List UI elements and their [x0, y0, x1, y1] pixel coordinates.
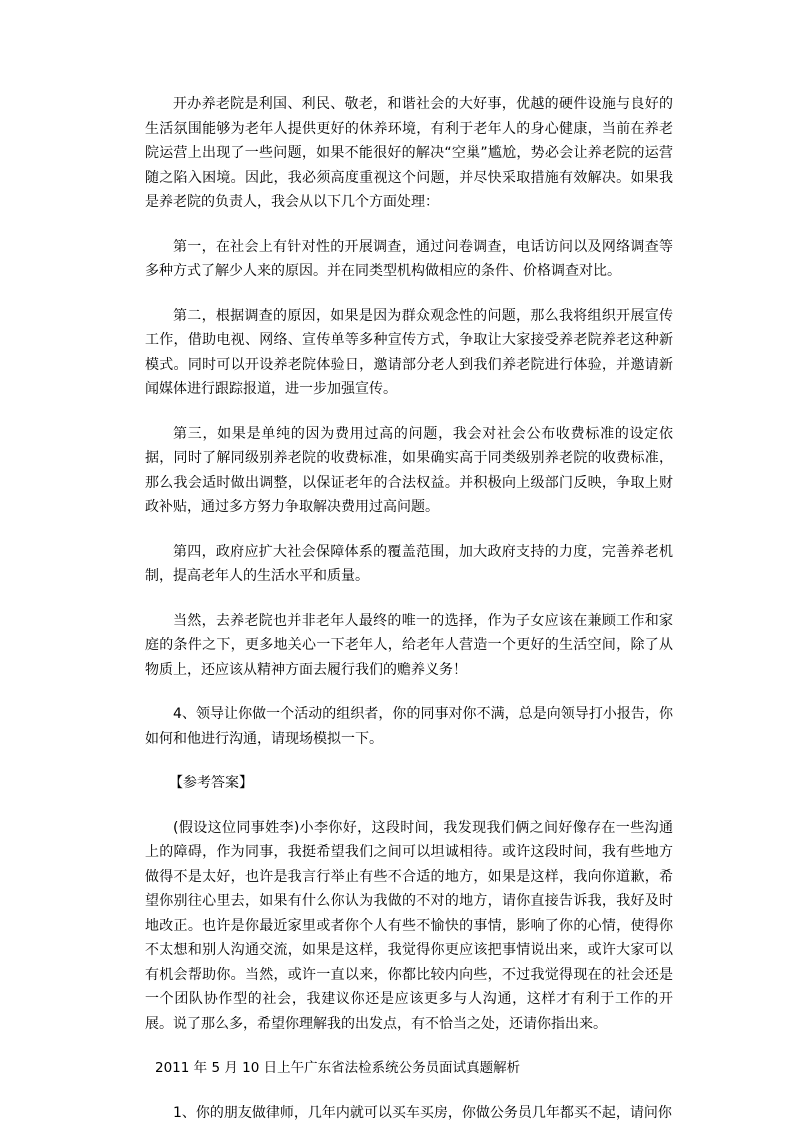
paragraph-fourth-point: 第四，政府应扩大社会保障体系的覆盖范围，加大政府支持的力度，完善养老机制，提高老年人的生活水平和质量。 [145, 543, 673, 584]
section-title: 2011 年 5 月 10 日上午广东省法检系统公务员面试真题解析 [155, 1060, 521, 1076]
paragraph-answer: (假设这位同事姓李)小李你好，这段时间，我发现我们俩之间好像存在一些沟通上的障碍，作为同事，我挺希望我们之间可以坦诚相待。或许这段时间，我有些地方做得不是太好，也许是我言行举止有些不合适的地方，如果是这样，我向你道歉，希望你别往心里去，如果有什么你认为我做的不对的地方，请你直接告诉我，我好及时地改正。也许是你最近家里或者你个人有些不愉快的事情，影响了你的心情，使得你不太想和别人沟通交流，如果是这样，我觉得你更应该把事情说出来，或许大家可以有机会帮助你。当然，或许一直以来，你都比较内向些，不过我觉得现在的社会还是一个团队协作型的社会，我建议你还是应该更多与人沟通，这样才有利于工作的开展。说了那么多，希望你理解我的出发点，有不恰当之处，还请你指出来。 [145, 819, 673, 1032]
paragraph-conclusion: 当然，去养老院也并非老年人最终的唯一的选择，作为子女应该在兼顾工作和家庭的条件之下，更多地关心一下老年人，给老年人营造一个更好的生活空间，除了从物质上，还应该从精神方面去履行我们的赡养义务！ [145, 612, 673, 678]
paragraph-first-point: 第一，在社会上有针对性的开展调查，通过问卷调查，电话访问以及网络调查等多种方式了解少人来的原因。并在同类型机构做相应的条件、价格调查对比。 [145, 238, 673, 279]
answer-label: 【参考答案】 [169, 775, 253, 791]
paragraph-question-4: 4、领导让你做一个活动的组织者，你的同事对你不满，总是向领导打小报告，你如何和他进行沟通，请现场模拟一下。 [145, 706, 673, 747]
paragraph-question-1: 1、你的朋友做律师，几年内就可以买车买房，你做公务员几年都买不起，请问你 [173, 1104, 672, 1121]
paragraph-third-point: 第三，如果是单纯的因为费用过高的问题，我会对社会公布收费标准的设定依据，同时了解同级别养老院的收费标准，如果确实高于同类级别养老院的收费标准，那么我会适时做出调整，以保证老年的合法权益。并积极向上级部门反映，争取上财政补贴，通过多方努力争取解决费用过高问题。 [145, 425, 673, 515]
document-body [145, 92, 673, 1137]
paragraph-intro: 开办养老院是利国、利民、敬老，和谐社会的大好事，优越的硬件设施与良好的生活氛围能够为老年人提供更好的休养环境，有利于老年人的身心健康，当前在养老院运营上出现了一些问题，如果不能很好的解决“空巢”尴尬，势必会让养老院的运营随之陷入困境。因此，我必须高度重视这个问题，并尽快采取措施有效解决。如果我是养老院的负责人，我会从以下几个方面处理： [145, 96, 673, 210]
paragraph-second-point: 第二，根据调查的原因，如果是因为群众观念性的问题，那么我将组织开展宣传工作，借助电视、网络、宣传单等多种宣传方式，争取让大家接受养老院养老这种新模式。同时可以开设养老院体验日，邀请部分老人到我们养老院进行体验，并邀请新闻媒体进行跟踪报道，进一步加强宣传。 [145, 307, 673, 397]
